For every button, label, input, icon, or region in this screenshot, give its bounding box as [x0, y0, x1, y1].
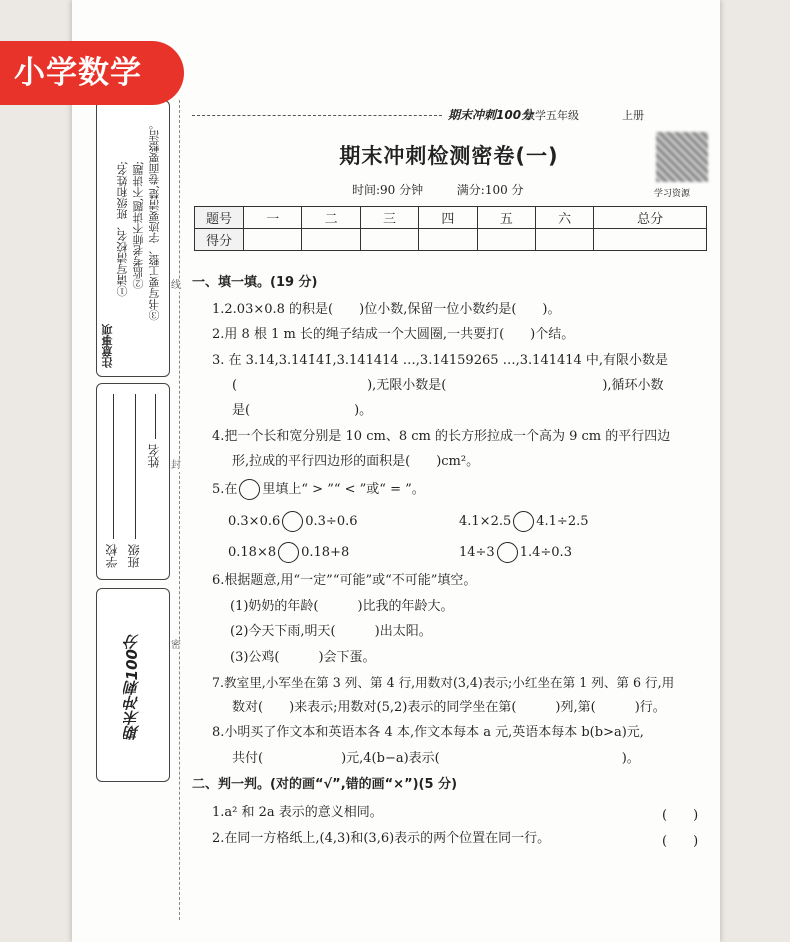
school-line[interactable] [113, 394, 114, 539]
question-line: 2.用 8 根 1 m 长的绳子结成一个大圆圈,一共要打( )个结。 [212, 327, 575, 342]
score-cell: 六 [535, 207, 593, 229]
question-line: 形,拉成的平行四边形的面积是( )cm²。 [232, 454, 480, 469]
question-line: 6.根据题意,用“一定”“可能”或“不可能”填空。 [212, 573, 477, 588]
header-rule [192, 115, 442, 116]
q5-instruction: 里填上“ > ”“ < ”或“ = ”。 [262, 482, 425, 497]
compare-item [228, 542, 349, 563]
compare-left: 4.1×2.5 [459, 514, 512, 529]
score-cell: 一 [244, 207, 302, 229]
question-line: 是( )。 [232, 403, 373, 418]
compare-item [459, 542, 572, 563]
running-header [192, 106, 706, 124]
compare-right: 4.1÷2.5 [536, 514, 589, 529]
question-line: 3. 在 3.14,3.141̇41̇,3.141414 …,3.14159265 …,3.141414 中,有限小数是 [212, 353, 669, 368]
section-heading: 二、判一判。(对的画“√”,错的画“×”)(5 分) [192, 777, 458, 792]
brand-vertical: 期末冲刺100分 [123, 634, 141, 741]
section-heading: 一、填一填。(19 分) [192, 275, 318, 290]
time-limit: 时间:90 分钟 [352, 183, 424, 197]
brand-box [96, 588, 170, 782]
compare-item [228, 511, 358, 532]
exam-meta [352, 181, 524, 198]
notice-2: ②监考老师不讲题,不讲题; [132, 161, 145, 290]
name-line[interactable] [155, 394, 156, 439]
compare-right: 0.3÷0.6 [305, 514, 358, 529]
compare-right: 1.4÷0.3 [519, 545, 572, 560]
school-label: 学校 [105, 544, 119, 568]
question-line: 4.把一个长和宽分别是 10 cm、8 cm 的长方形拉成一个高为 9 cm 的平行四边 [212, 429, 671, 444]
class-label: 班级 [127, 544, 141, 568]
qr-label: 学习资源 [654, 189, 691, 199]
cut-line [179, 100, 180, 920]
cut-mark-line: 线 [171, 280, 181, 291]
score-cell: 总分 [594, 207, 707, 229]
question-line: 1.2.03×0.8 的积是( )位小数,保留一位小数约是( )。 [212, 302, 561, 317]
qr-code-image[interactable] [656, 132, 708, 182]
notice-1: ①请写清校名、班级和姓名; [116, 161, 129, 297]
score-input[interactable] [302, 229, 360, 251]
question-line: 2.在同一方格纸上,(4,3)和(3,6)表示的两个位置在同一行。 [212, 831, 551, 846]
question-line: 7.教室里,小军坐在第 3 列、第 4 行,用数对(3,4)表示;小红坐在第 1 列、第 6 行,用 [212, 675, 675, 690]
judge-bracket[interactable]: ( ) [662, 834, 699, 849]
class-line[interactable] [135, 394, 136, 539]
score-cell: 四 [419, 207, 477, 229]
question-5 [212, 479, 425, 500]
compare-left: 0.18×8 [228, 545, 277, 560]
exam-title: 期末冲刺检测密卷(一) [339, 144, 559, 168]
question-line: (2)今天下雨,明天( )出太阳。 [230, 624, 432, 639]
name-label: 姓名 [147, 444, 161, 468]
score-input[interactable] [360, 229, 418, 251]
cut-mark-secret: 密 [171, 640, 181, 651]
question-line: ( ),无限小数是( ),循环小数 [232, 378, 664, 393]
notice-box [96, 100, 170, 377]
question-line: 1.a² 和 2a 表示的意义相同。 [212, 805, 383, 820]
score-input[interactable] [477, 229, 535, 251]
compare-circle-icon [239, 479, 260, 500]
notice-label: 注意事项 [101, 324, 114, 368]
question-line: 共付( )元,4(b−a)表示( )。 [232, 751, 640, 766]
score-value-row [195, 229, 707, 251]
compare-item [459, 511, 589, 532]
compare-left: 14÷3 [459, 545, 495, 560]
score-cell: 题号 [195, 207, 244, 229]
info-box [96, 383, 170, 580]
subject-badge: 小学数学 [0, 41, 184, 105]
compare-right: 0.18+8 [301, 545, 350, 560]
cut-mark-seal: 封 [171, 460, 181, 471]
answer-circle[interactable] [513, 511, 534, 532]
score-header-row [195, 207, 707, 229]
judge-bracket[interactable]: ( ) [662, 808, 699, 823]
question-line: (1)奶奶的年龄( )比我的年龄大。 [230, 599, 454, 614]
q5-intro: 5.在 [212, 482, 238, 497]
score-input[interactable] [244, 229, 302, 251]
notice-3: ③书写要工整、字迹要清楚,卷面要整洁。 [148, 119, 161, 321]
score-input[interactable] [535, 229, 593, 251]
score-cell: 二 [302, 207, 360, 229]
header-brand: 期末冲刺100分 [448, 108, 534, 122]
score-input[interactable] [594, 229, 707, 251]
header-volume: 上册 [622, 109, 644, 122]
question-line: 数对( )来表示;用数对(5,2)表示的同学坐在第( )列,第( )行。 [232, 700, 666, 715]
answer-circle[interactable] [278, 542, 299, 563]
question-line: (3)公鸡( )会下蛋。 [230, 650, 376, 665]
score-cell: 三 [360, 207, 418, 229]
compare-left: 0.3×0.6 [228, 514, 281, 529]
score-label: 得分 [195, 229, 244, 251]
question-line: 8.小明买了作文本和英语本各 4 本,作文本每本 a 元,英语本每本 b(b>a)元, [212, 725, 644, 740]
full-score: 满分:100 分 [456, 183, 524, 197]
answer-circle[interactable] [497, 542, 518, 563]
header-grade: 数学五年级 [524, 109, 579, 122]
answer-circle[interactable] [282, 511, 303, 532]
score-cell: 五 [477, 207, 535, 229]
score-table [194, 206, 707, 251]
score-input[interactable] [419, 229, 477, 251]
